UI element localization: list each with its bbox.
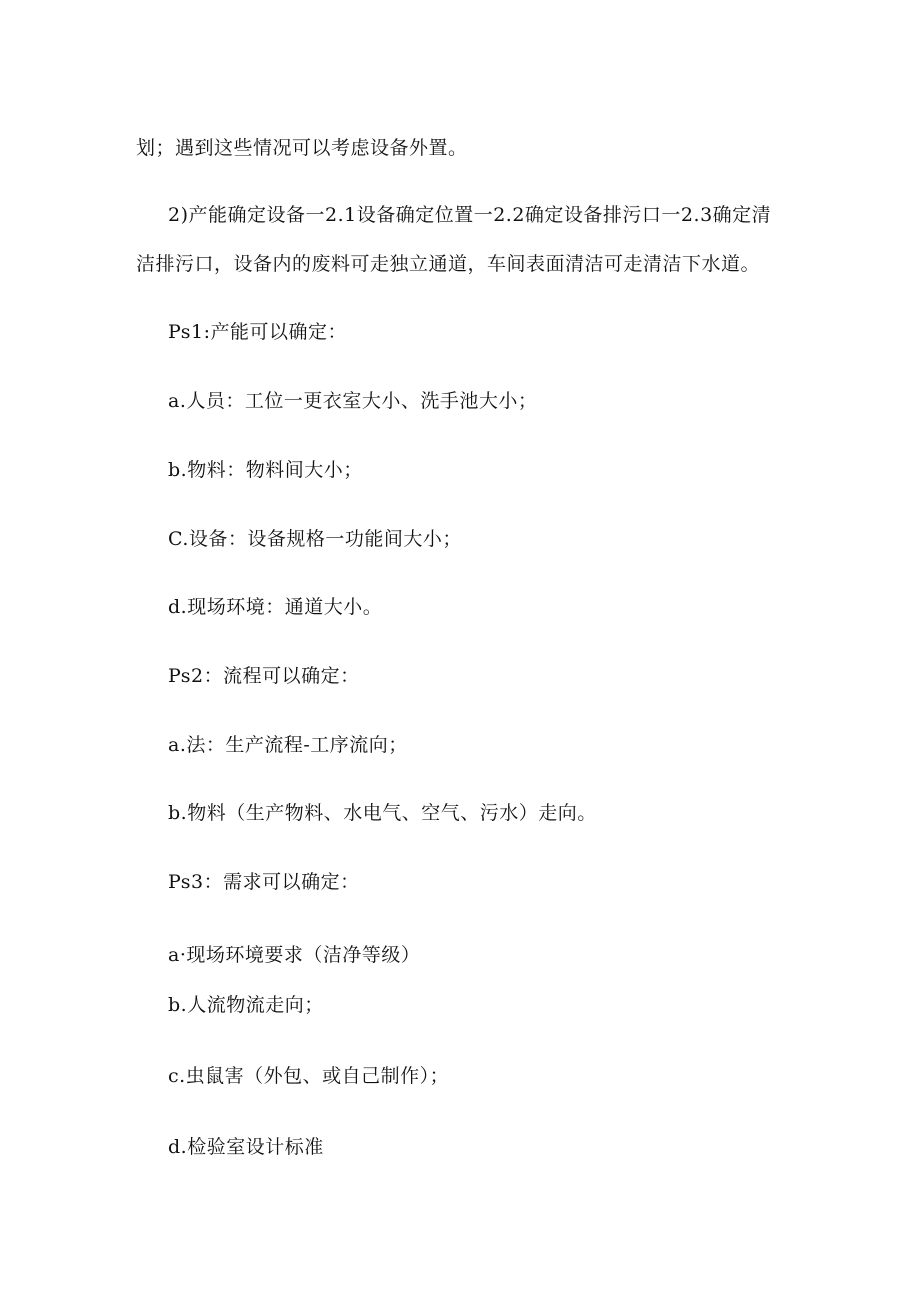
list-item-ps2-a: a.法：生产流程-工序流向； [168, 734, 408, 756]
list-item-ps1-b: b.物料：物料间大小； [168, 459, 363, 481]
list-item-ps2-b: b.物料（生产物料、水电气、空气、污水）走向。 [168, 802, 597, 824]
list-item-ps3-b: b.人流物流走向； [168, 994, 324, 1016]
list-item-ps1-d: d.现场环境：通道大小。 [168, 596, 383, 618]
text-line-continuation: 划；遇到这些情况可以考虑设备外置。 [136, 137, 468, 159]
list-item-ps3-a: a·现场环境要求（洁净等级） [168, 944, 421, 966]
heading-ps2: Ps2：流程可以确定： [168, 665, 360, 687]
heading-ps1: Ps1:产能可以确定： [168, 321, 348, 343]
text-line-step-2: 2)产能确定设备一2.1设备确定位置一2.2确定设备排污口一2.3确定清 [168, 204, 772, 226]
list-item-ps1-a: a.人员：工位一更衣室大小、洗手池大小； [168, 390, 538, 412]
heading-ps3: Ps3：需求可以确定： [168, 871, 360, 893]
list-item-ps1-c: C.设备：设备规格一功能间大小； [168, 528, 462, 550]
text-line-step-2-cont: 洁排污口，设备内的废料可走独立通道，车间表面清洁可走清洁下水道。 [136, 253, 761, 275]
list-item-ps3-c: c.虫鼠害（外包、或自己制作）； [168, 1065, 450, 1087]
list-item-ps3-d: d.检验室设计标准 [168, 1136, 324, 1158]
